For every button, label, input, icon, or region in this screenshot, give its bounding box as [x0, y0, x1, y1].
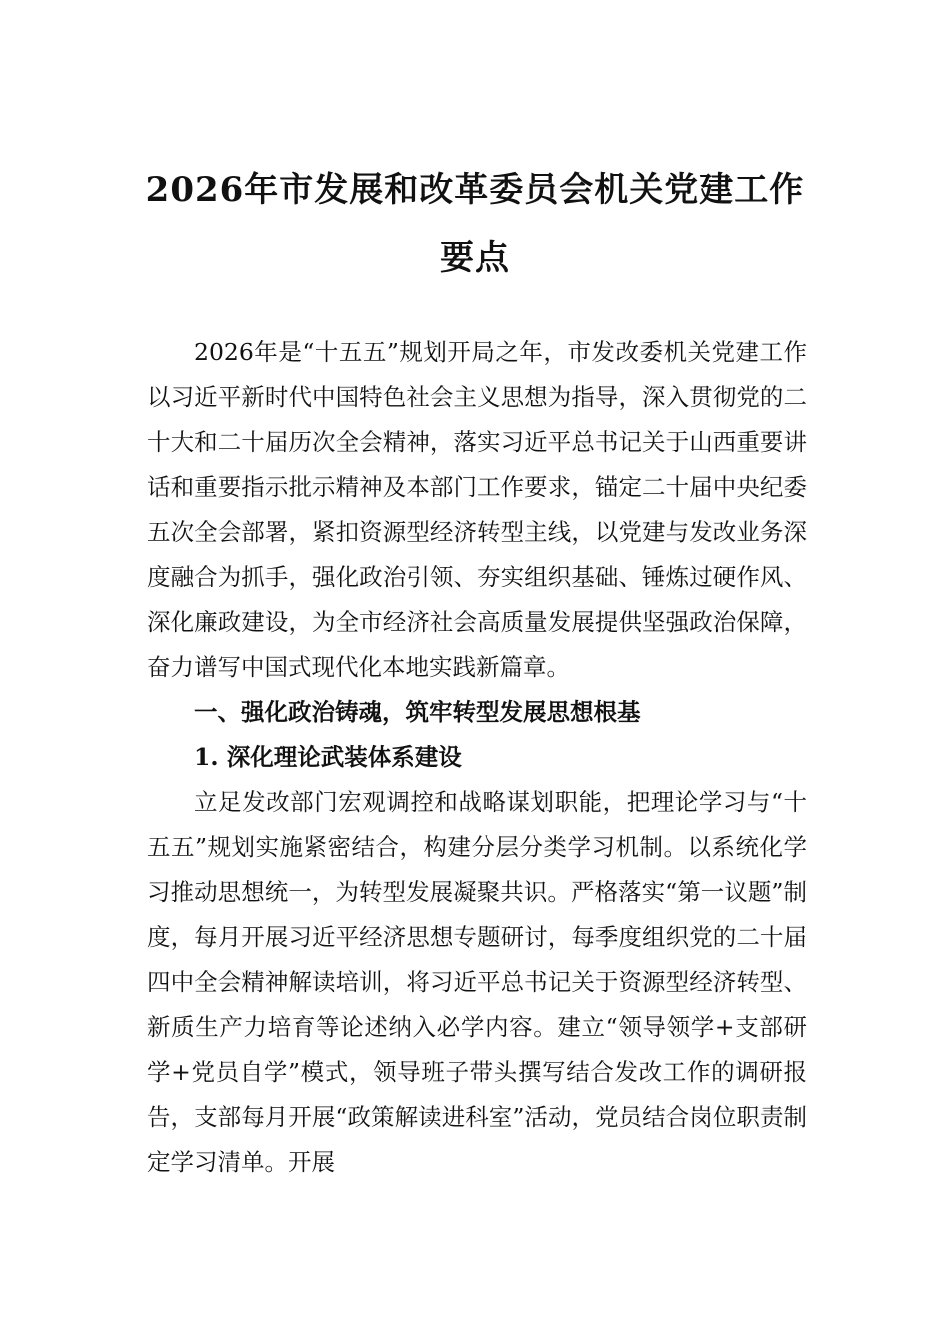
section-heading: 一、强化政治铸魂，筑牢转型发展思想根基: [194, 698, 641, 726]
subsection-heading: 1. 深化理论武装体系建设: [194, 743, 462, 771]
document-title-line2: 要点: [440, 238, 510, 278]
intro-paragraph: 2026年是“十五五”规划开局之年，市发改委机关党建工作以习近平新时代中国特色社会主义思想为指导，深入贯彻党的二十大和二十届历次全会精神，落实习近平总书记关于山西重要讲话和重要指示批示精神及本部门工作要求，锚定二十届中央纪委五次全会部署，紧扣资源型经济转型主线，以党建与发改业务深度融合为抓手，强化政治引领、夯实组织基础、锤炼过硬作风、深化廉政建设，为全市经济社会高质量发展提供坚强政治保障，奋力谱写中国式现代化本地实践新篇章。: [147, 338, 807, 681]
document-body: [147, 330, 807, 1185]
document-title-line1: 2026年市发展和改革委员会机关党建工作: [145, 170, 805, 210]
subsection-paragraph: 立足发改部门宏观调控和战略谋划职能，把理论学习与“十五五”规划实施紧密结合，构建分层分类学习机制。以系统化学习推动思想统一，为转型发展凝聚共识。严格落实“第一议题”制度，每月开展习近平经济思想专题研讨，每季度组织党的二十届四中全会精神解读培训，将习近平总书记关于资源型经济转型、新质生产力培育等论述纳入必学内容。建立“领导领学+支部研学+党员自学”模式，领导班子带头撰写结合发改工作的调研报告，支部每月开展“政策解读进科室”活动，党员结合岗位职责制定学习清单。开展: [147, 788, 807, 1176]
